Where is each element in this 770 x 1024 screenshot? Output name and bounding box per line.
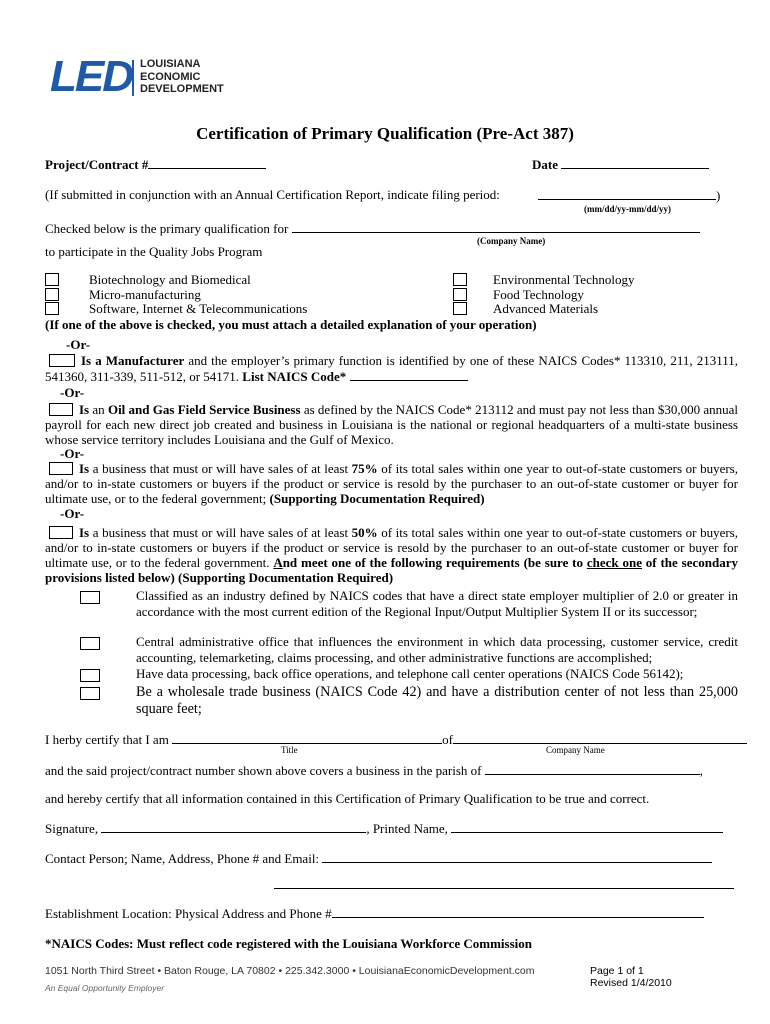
project-contract-label: Project/Contract #	[45, 157, 149, 172]
parish-field[interactable]	[485, 762, 700, 775]
sales50-paragraph	[45, 525, 738, 585]
checkbox-food[interactable]	[453, 288, 467, 301]
signature-label: Signature,	[45, 821, 99, 836]
or-separator-3: -Or-	[60, 446, 85, 461]
footer-address: 1051 North Third Street • Baton Rouge, LA 70802 • 225.342.3000 • LouisianaEconomicDevelopment.com	[45, 965, 535, 977]
title-hint: Title	[281, 745, 298, 755]
sales75-text-a: a business that must or will have sales of at least	[89, 461, 352, 476]
project-contract-row	[45, 156, 266, 173]
checkbox-secondary-2[interactable]	[80, 637, 100, 650]
checked-below-row	[45, 220, 700, 237]
or-separator-2: -Or-	[60, 385, 85, 400]
manufacturer-lead: Is a Manufacturer	[81, 353, 185, 368]
naics-note: *NAICS Codes: Must reflect code registered with the Louisiana Workforce Commission	[45, 936, 532, 951]
checkbox-biotech[interactable]	[45, 273, 59, 286]
oilgas-lead: Oil and Gas Field Service Business	[107, 402, 301, 417]
establishment-label: Establishment Location: Physical Address and Phone #	[45, 906, 332, 921]
oilgas-text: as defined by the NAICS Code* 213112 and must pay not less than $30,000 annual payroll for each new direct job created and business in Louisiana is the national or regional headquarters of a multi-state business whose service territory includes Louisiana and the Gulf of Mexico.	[45, 402, 739, 447]
checkbox-oilgas[interactable]	[49, 403, 73, 416]
option-environmental[interactable]	[453, 273, 634, 288]
secondary-provision-1: Classified as an industry defined by NAICS codes that have a direct state employer multiplier of 2.0 or greater in accordance with the most current edition of the Regional Input/Output Multiplier System II or its successor;	[136, 588, 738, 619]
sales50-and-a: A	[273, 555, 283, 570]
signature-field[interactable]	[101, 820, 366, 833]
secondary-provision-4: Be a wholesale trade business (NAICS Code 42) and have a distribution center of not less than 25,000 square feet;	[136, 684, 738, 717]
option-advanced-materials[interactable]	[453, 302, 634, 317]
checkbox-manufacturer[interactable]	[49, 354, 75, 367]
contact-field-line-2[interactable]	[274, 876, 734, 889]
title-field[interactable]	[172, 731, 442, 744]
filing-close-paren: )	[716, 188, 721, 203]
filing-period-row	[45, 187, 500, 203]
checkbox-advanced-materials[interactable]	[453, 302, 467, 315]
option-food[interactable]	[453, 288, 634, 303]
oilgas-paragraph	[45, 402, 738, 447]
project-contract-field[interactable]	[148, 156, 266, 169]
company-name-hint: (Company Name)	[477, 236, 546, 246]
contact-field[interactable]	[322, 850, 712, 863]
sales50-text-a: a business that must or will have sales of at least	[89, 525, 352, 540]
option-micro-label: Micro-manufacturing	[89, 286, 201, 302]
sales75-required: (Supporting Documentation Required)	[269, 491, 485, 506]
or-separator-4: -Or-	[60, 506, 85, 521]
date-label: Date	[532, 157, 558, 172]
company-name-certify-hint: Company Name	[546, 745, 605, 755]
page-title: Certification of Primary Qualification (Pre-Act 387)	[196, 124, 574, 143]
or-separator-1: -Or-	[66, 337, 91, 352]
secondary-provision-3: Have data processing, back office operations, and telephone call center operations (NAICS Code 56142);	[136, 666, 684, 681]
naics-code-field[interactable]	[350, 368, 468, 381]
checkbox-sales75[interactable]	[49, 462, 73, 475]
checked-below-text: Checked below is the primary qualification for	[45, 221, 289, 236]
checkbox-secondary-4[interactable]	[80, 687, 100, 700]
certify-row	[45, 731, 747, 748]
logo-divider	[132, 60, 134, 96]
establishment-row	[45, 905, 704, 922]
option-food-label: Food Technology	[493, 286, 584, 302]
sales75-text-b: of its total sales within one year to out-of-state customers or buyers, and/or to in-state customers or buyers if the product or service is resold by the purchaser to an out-of-state customer or buyer for ultimate use, or to the federal government;	[45, 461, 738, 506]
sales75-percent: 75%	[351, 461, 378, 476]
option-environmental-label: Environmental Technology	[493, 272, 635, 287]
option-biotech[interactable]	[45, 273, 307, 288]
true-correct-text: and hereby certify that all information contained in this Certification of Primary Qualification to be true and correct.	[45, 791, 650, 806]
sales50-text-d: of the secondary provisions listed below) (Supporting Documentation Required)	[45, 555, 738, 585]
option-biotech-label: Biotechnology and Biomedical	[89, 272, 251, 287]
of-text: of	[442, 732, 453, 747]
oilgas-is: Is	[79, 402, 90, 417]
sales75-paragraph	[45, 461, 738, 506]
establishment-field[interactable]	[332, 905, 704, 918]
signature-row	[45, 820, 723, 837]
printed-name-label: , Printed Name,	[366, 821, 448, 836]
filing-period-field-wrap	[538, 187, 720, 204]
manufacturer-paragraph	[45, 353, 738, 384]
sales75-is: Is	[79, 461, 90, 476]
certify-text: I herby certify that I am	[45, 732, 169, 747]
logo-line-3: DEVELOPMENT	[140, 83, 224, 95]
checkbox-software[interactable]	[45, 302, 59, 315]
list-naics-label: List NAICS Code*	[242, 369, 347, 384]
logo-mark: LED	[50, 52, 132, 101]
manufacturer-text: and the employer’s primary function is identified by one of these NAICS Codes* 113310, 211, 213111, 541360, 311-339, 511-512, or 54171.	[45, 353, 738, 384]
sales50-text-c: meet one of the following requirements (be sure to	[297, 555, 587, 570]
options-right	[453, 273, 634, 317]
attach-note: (If one of the above is checked, you must attach a detailed explanation of your operation)	[45, 317, 537, 332]
option-software-label: Software, Internet & Telecommunications	[89, 301, 308, 316]
logo-line-1: LOUISIANA	[140, 58, 201, 70]
checkbox-environmental[interactable]	[453, 273, 467, 286]
sales50-percent: 50%	[351, 525, 378, 540]
parish-row	[45, 762, 703, 779]
date-field[interactable]	[561, 156, 709, 169]
filing-period-hint: (mm/dd/yy-mm/dd/yy)	[584, 204, 672, 214]
date-row	[532, 156, 709, 173]
logo-line-2: ECONOMIC	[140, 70, 201, 83]
company-name-certify-field[interactable]	[453, 731, 747, 744]
options-left	[45, 273, 307, 317]
oilgas-an: an	[89, 402, 108, 417]
printed-name-field[interactable]	[451, 820, 723, 833]
sales50-check-one: check one	[586, 555, 642, 570]
filing-period-text: (If submitted in conjunction with an Annual Certification Report, indicate filing period:	[45, 187, 500, 202]
contact-label: Contact Person; Name, Address, Phone # and Email:	[45, 851, 320, 866]
company-name-field[interactable]	[292, 220, 700, 233]
revised-date: Revised 1/4/2010	[590, 977, 672, 989]
option-micro[interactable]	[45, 288, 307, 303]
secondary-provision-2: Central administrative office that influences the environment in which data processing, customer service, credit accounting, telemarketing, claims processing, and other administrative functions are accomplished;	[136, 634, 738, 665]
checkbox-secondary-3[interactable]	[80, 669, 100, 682]
logo-text	[140, 58, 224, 96]
checkbox-sales50[interactable]	[49, 526, 73, 539]
parish-text: and the said project/contract number shown above covers a business in the parish of	[45, 763, 482, 778]
filing-period-field[interactable]	[538, 187, 716, 200]
option-software[interactable]	[45, 302, 307, 317]
parish-comma: ,	[699, 763, 703, 778]
checkbox-secondary-1[interactable]	[80, 591, 100, 604]
participate-text: to participate in the Quality Jobs Program	[45, 244, 263, 259]
page-number: Page 1 of 1	[590, 965, 644, 977]
option-advanced-materials-label: Advanced Materials	[493, 301, 599, 316]
sales50-text-b: of its total sales within one year to out-of-state customers or buyers, and/or to in-state customers or buyers if the product or service is resold by the purchaser to an out-of-state customer or buyer for ultimate use, or to the federal government.	[45, 525, 738, 570]
contact-row	[45, 850, 712, 867]
footer-eoe: An Equal Opportunity Employer	[45, 983, 165, 993]
sales50-is: Is	[79, 525, 90, 540]
checkbox-micro[interactable]	[45, 288, 59, 301]
sales50-and-nd: nd	[282, 555, 298, 570]
